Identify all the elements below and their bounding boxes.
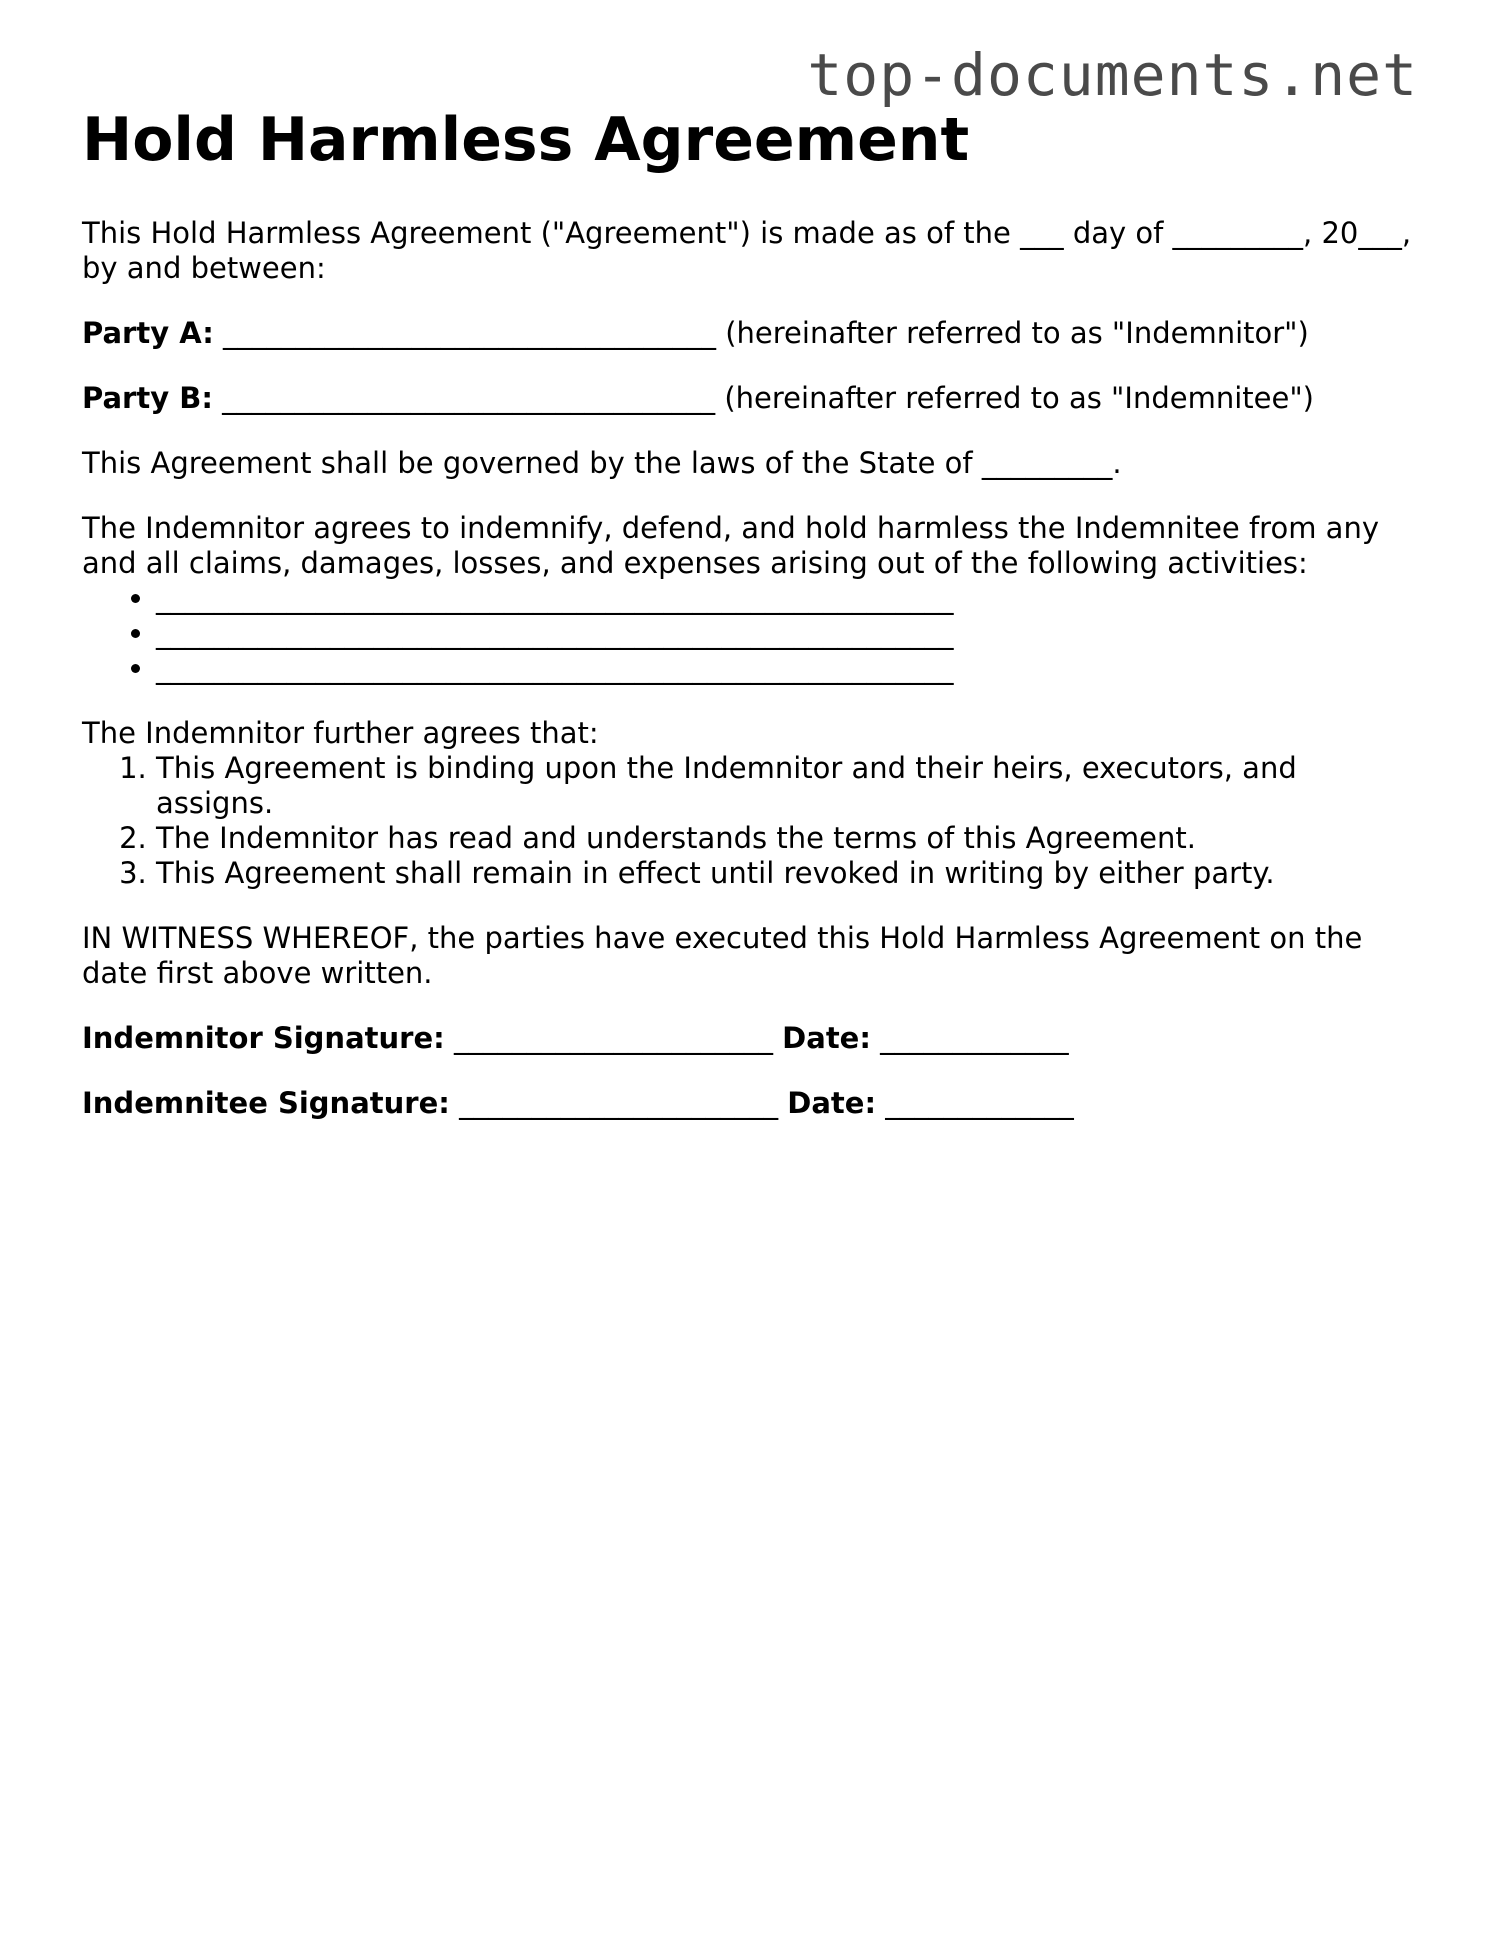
indemnitee-signature-label: Indemnitee Signature: — [82, 1086, 450, 1120]
party-a-label: Party A: — [82, 316, 214, 350]
activity-blank-1: • _______________________________________________________ — [156, 581, 1422, 616]
watermark: top-documents.net — [807, 41, 1418, 109]
intro-paragraph: This Hold Harmless Agreement ("Agreement") is made as of the ___ day of _________, 20___, by and between: — [82, 216, 1412, 285]
indemnitee-date-blank: _____________ — [885, 1086, 1074, 1120]
document-page — [82, 104, 1422, 1121]
activity-blank-3: • _______________________________________________________ — [156, 651, 1422, 686]
party-b-text: __________________________________ (hereinafter referred to as "Indemnitee") — [222, 381, 1314, 415]
document-title: Hold Harmless Agreement — [82, 105, 970, 175]
indemnitee-signature-blank: ______________________ — [459, 1086, 779, 1120]
party-b-label: Party B: — [82, 381, 213, 415]
indemnify-paragraph: The Indemnitor agrees to indemnify, defend, and hold harmless the Indemnitee from any and all claims, damages, losses, and expenses arising out of the following activities: — [82, 511, 1379, 580]
indemnitee-date-label: Date: — [787, 1086, 877, 1120]
terms-list — [82, 751, 1422, 891]
activities-list — [82, 581, 1422, 686]
indemnitor-date-label: Date: — [782, 1021, 871, 1055]
witness-paragraph: IN WITNESS WHEREOF, the parties have executed this Hold Harmless Agreement on the date first above written. — [82, 921, 1363, 990]
indemnitor-date-blank: _____________ — [880, 1021, 1069, 1055]
term-item-2: 2. The Indemnitor has read and understands the terms of this Agreement. — [156, 821, 1422, 856]
indemnitor-signature-blank: ______________________ — [453, 1021, 773, 1055]
term-item-3: 3. This Agreement shall remain in effect until revoked in writing by either party. — [156, 856, 1422, 891]
party-b-line — [82, 381, 1422, 416]
activity-blank-2: • _______________________________________________________ — [156, 616, 1422, 651]
party-a-line — [82, 316, 1422, 351]
further-agrees-paragraph: The Indemnitor further agrees that: — [82, 716, 599, 750]
governing-law-paragraph: This Agreement shall be governed by the laws of the State of _________. — [82, 446, 1122, 480]
term-item-1: 1. This Agreement is binding upon the Indemnitor and their heirs, executors, and assigns. — [156, 751, 1422, 821]
indemnitor-signature-line — [82, 1021, 1422, 1056]
indemnitor-signature-label: Indemnitor Signature: — [82, 1021, 445, 1055]
indemnitee-signature-line — [82, 1086, 1422, 1121]
party-a-text: __________________________________ (hereinafter referred to as "Indemnitor") — [223, 316, 1309, 350]
